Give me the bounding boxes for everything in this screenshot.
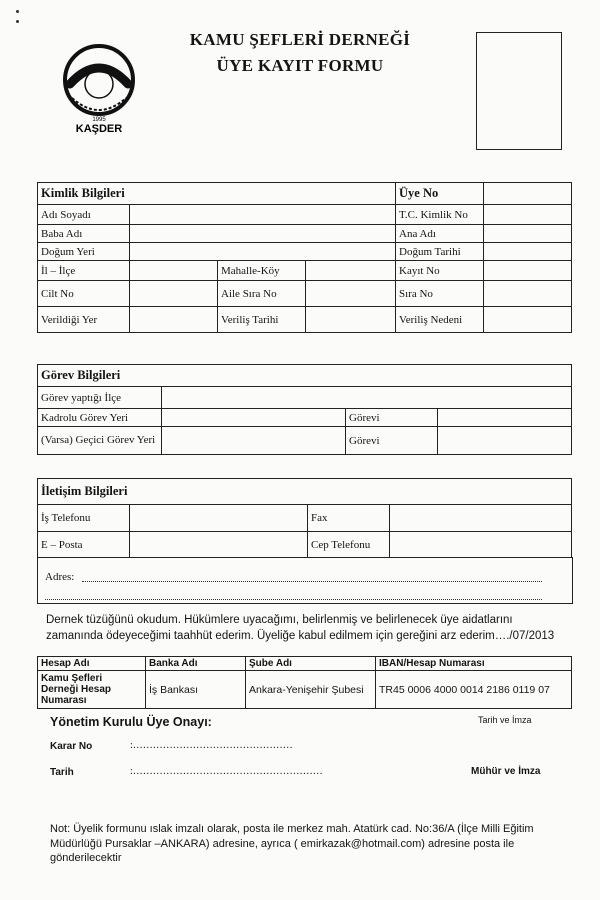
verilis-nedeni-field[interactable] (484, 307, 572, 333)
gorevi-field-2[interactable] (438, 427, 572, 455)
cilt-no-label: Cilt No (38, 281, 130, 307)
kayit-no-field[interactable] (484, 261, 572, 281)
banka-adi-value: İş Bankası (146, 671, 246, 709)
ana-adi-field[interactable] (484, 225, 572, 243)
ana-adi-label: Ana Adı (396, 225, 484, 243)
kimlik-section-title: Kimlik Bilgileri (38, 183, 396, 205)
baba-adi-field[interactable] (130, 225, 396, 243)
e-posta-field[interactable] (130, 532, 308, 558)
gorev-yaptigi-ilce-field[interactable] (162, 387, 572, 409)
declaration-text: Dernek tüzüğünü okudum. Hükümlere uyacağımı, belirlenmiş ve belirlenecek üye aidatlarını zamanında ödeyeceğimi taahhüt ederim. Üyeliğe kabul edilmem için gereğini arz ederim…./07/2013 (46, 614, 555, 642)
logo-year: 1995 (92, 117, 106, 123)
tarih-field[interactable]: :………………………………………………… (130, 766, 323, 777)
hesap-adi-header: Hesap Adı (38, 657, 146, 671)
karar-no-field[interactable]: :………………………………………… (130, 740, 293, 751)
footer-note: Not: Üyelik formunu ıslak imzalı olarak, posta ile merkez mah. Atatürk cad. No:36/A (İlçe Milli Eğitim Müdürlüğü Pursaklar –ANKARA) adresine, ayrıca ( emirkazak@hotmail.com) adresine posta ile gönderilecektir (50, 823, 534, 864)
mahalle-koy-field[interactable] (306, 261, 396, 281)
gorevi-label-1: Görevi (346, 409, 438, 427)
gorevi-field-1[interactable] (438, 409, 572, 427)
il-ilce-field[interactable] (130, 261, 218, 281)
tc-kimlik-no-field[interactable] (484, 205, 572, 225)
baba-adi-label: Baba Adı (38, 225, 130, 243)
kadrolu-gorev-yeri-label: Kadrolu Görev Yeri (38, 409, 162, 427)
sube-adi-header: Şube Adı (246, 657, 376, 671)
gorevi-label-2: Görevi (346, 427, 438, 455)
dogum-tarihi-field[interactable] (484, 243, 572, 261)
e-posta-label: E – Posta (38, 532, 130, 558)
hesap-adi-value: Kamu Şefleri Derneği Hesap Numarası (38, 671, 146, 709)
iban-value: TR45 0006 4000 0014 2186 0119 07 (376, 671, 572, 709)
dogum-yeri-label: Doğum Yeri (38, 243, 130, 261)
tarih-label: Tarih (50, 767, 74, 778)
bank-table (37, 656, 572, 709)
cilt-no-field[interactable] (130, 281, 218, 307)
scan-speck (16, 10, 19, 13)
gecici-gorev-yeri-label: (Varsa) Geçici Görev Yeri (38, 427, 162, 455)
verildigi-yer-label: Verildiği Yer (38, 307, 130, 333)
kadrolu-gorev-yeri-field[interactable] (162, 409, 346, 427)
gecici-gorev-yeri-field[interactable] (162, 427, 346, 455)
tarih-imza-label: Tarih ve İmza (478, 715, 532, 725)
mahalle-koy-label: Mahalle-Köy (218, 261, 306, 281)
verilis-nedeni-label: Veriliş Nedeni (396, 307, 484, 333)
fax-label: Fax (308, 505, 390, 532)
adi-soyadi-field[interactable] (130, 205, 396, 225)
verilis-tarihi-label: Veriliş Tarihi (218, 307, 306, 333)
uye-no-label: Üye No (396, 183, 484, 205)
adres-field-line1[interactable] (82, 569, 542, 582)
tc-kimlik-no-label: T.C. Kimlik No (396, 205, 484, 225)
gorev-yaptigi-ilce-label: Görev yaptığı İlçe (38, 387, 162, 409)
iletisim-section-title: İletişim Bilgileri (38, 479, 572, 505)
logo-text: KAŞDER (75, 123, 123, 135)
uye-no-field[interactable] (484, 183, 572, 205)
muhur-imza-label: Mühür ve İmza (471, 766, 541, 777)
kayit-no-label: Kayıt No (396, 261, 484, 281)
photo-box[interactable] (476, 32, 562, 150)
sube-adi-value: Ankara-Yenişehir Şubesi (246, 671, 376, 709)
fax-field[interactable] (390, 505, 572, 532)
dogum-yeri-field[interactable] (130, 243, 396, 261)
banka-adi-header: Banka Adı (146, 657, 246, 671)
adres-label: Adres: (45, 571, 75, 583)
scan-speck (16, 20, 19, 23)
aile-sira-no-label: Aile Sıra No (218, 281, 306, 307)
verildigi-yer-field[interactable] (130, 307, 218, 333)
kasder-logo (54, 40, 144, 136)
sira-no-label: Sıra No (396, 281, 484, 307)
il-ilce-label: İl – İlçe (38, 261, 130, 281)
dogum-tarihi-label: Doğum Tarihi (396, 243, 484, 261)
kimlik-table (37, 182, 572, 333)
sira-no-field[interactable] (484, 281, 572, 307)
yonetim-onay-title: Yönetim Kurulu Üye Onayı: (50, 715, 212, 729)
gorev-section-title: Görev Bilgileri (38, 365, 572, 387)
form-title-line1: KAMU ŞEFLERİ DERNEĞİ (189, 30, 411, 49)
aile-sira-no-field[interactable] (306, 281, 396, 307)
iban-header: IBAN/Hesap Numarası (376, 657, 572, 671)
cep-telefonu-field[interactable] (390, 532, 572, 558)
gorev-table (37, 364, 572, 455)
adres-field-line2[interactable] (45, 587, 542, 600)
iletisim-table (37, 478, 572, 558)
is-telefonu-label: İş Telefonu (38, 505, 130, 532)
verilis-tarihi-field[interactable] (306, 307, 396, 333)
cep-telefonu-label: Cep Telefonu (308, 532, 390, 558)
adi-soyadi-label: Adı Soyadı (38, 205, 130, 225)
form-title-line2: ÜYE KAYIT FORMU (216, 56, 384, 75)
karar-no-label: Karar No (50, 741, 93, 752)
is-telefonu-field[interactable] (130, 505, 308, 532)
